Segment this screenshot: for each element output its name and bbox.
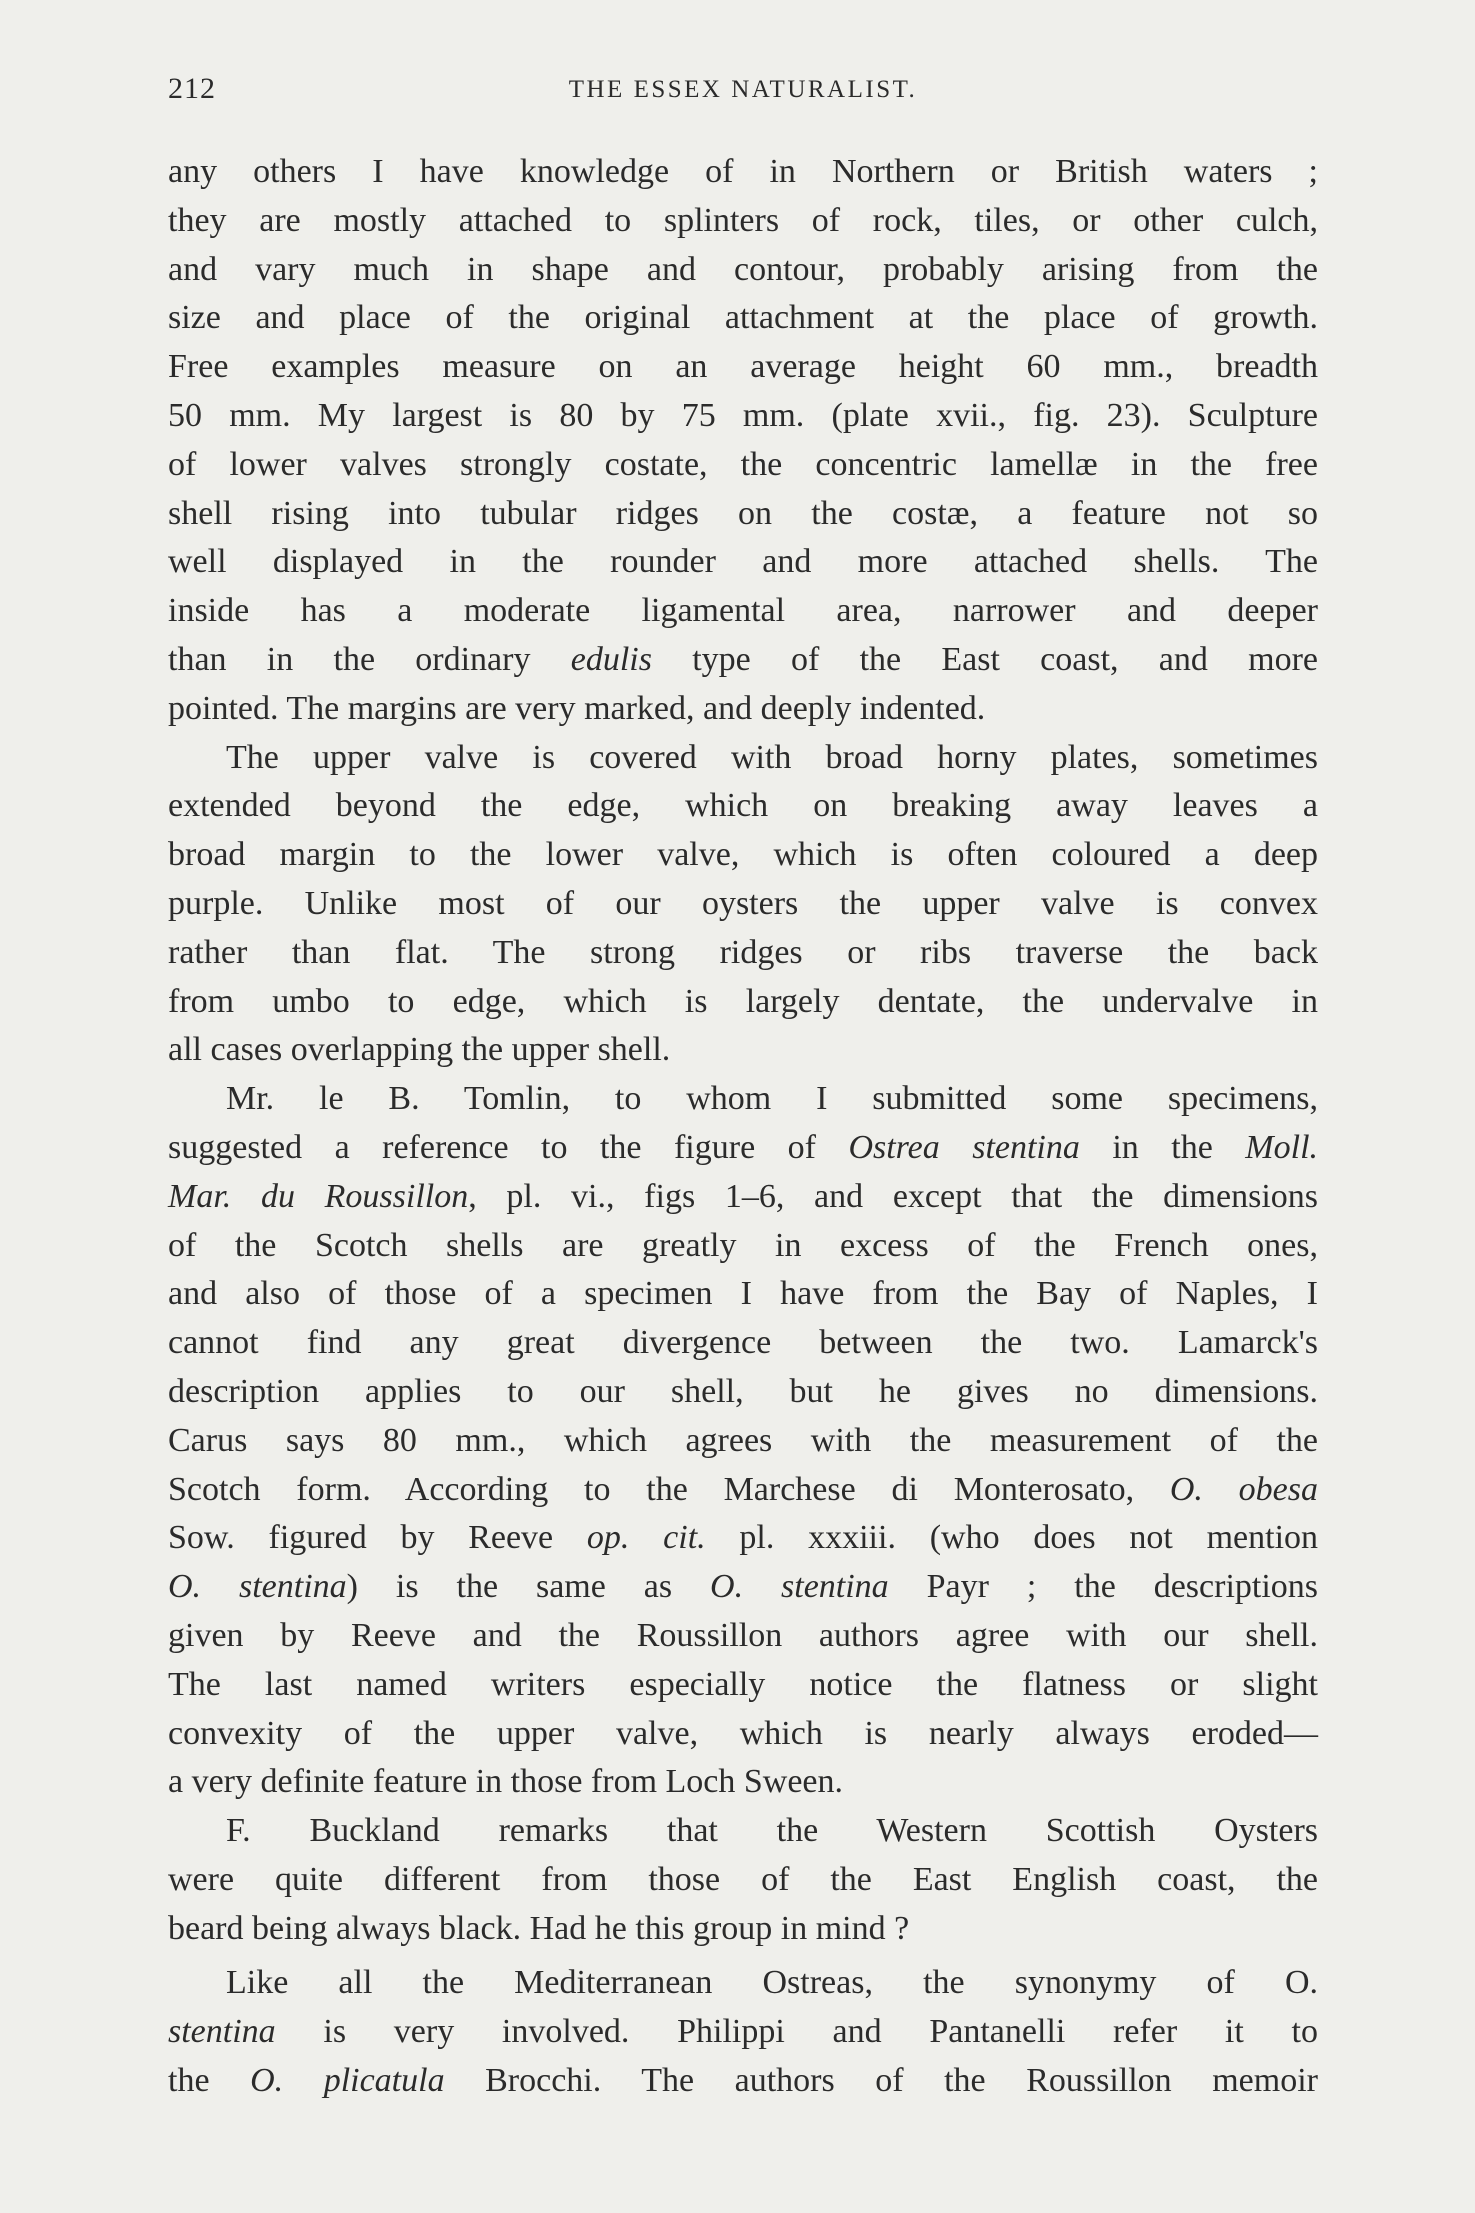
text-line bbox=[168, 1173, 1318, 1222]
text-line bbox=[168, 294, 1318, 343]
text-run: description applies to our shell, but he gives no dimensions. bbox=[168, 1372, 1318, 1410]
text-line bbox=[168, 1270, 1318, 1319]
text-line bbox=[168, 1222, 1318, 1271]
text-line bbox=[168, 1026, 1318, 1075]
text-line bbox=[168, 1466, 1318, 1515]
text-line bbox=[168, 197, 1318, 246]
text-line bbox=[168, 1417, 1318, 1466]
text-run: pl. xxxiii. (who does not mention bbox=[705, 1519, 1319, 1557]
text-run: of lower valves strongly costate, the concentric lamellæ in the free bbox=[168, 445, 1318, 483]
text-line bbox=[168, 1807, 1318, 1856]
text-run: inside has a moderate ligamental area, narrower and deeper bbox=[168, 592, 1318, 630]
body-text bbox=[168, 148, 1318, 2106]
italic-term: Ostrea stentina bbox=[848, 1128, 1080, 1166]
italic-term: edulis bbox=[570, 640, 652, 678]
text-run: a very definite feature in those from Loch Sween. bbox=[168, 1763, 844, 1801]
text-line bbox=[168, 1319, 1318, 1368]
text-run: given by Reeve and the Roussillon authors agree with our shell. bbox=[168, 1616, 1318, 1654]
text-run: type of the East coast, and more bbox=[651, 640, 1318, 678]
text-run: well displayed in the rounder and more attached shells. The bbox=[168, 543, 1318, 581]
text-run: broad margin to the lower valve, which is often coloured a deep bbox=[168, 836, 1318, 874]
text-run: F. Buckland remarks that the Western Scottish Oysters bbox=[226, 1812, 1318, 1850]
text-run: and vary much in shape and contour, probably arising from the bbox=[168, 250, 1318, 288]
text-line bbox=[168, 1710, 1318, 1759]
italic-term: stentina bbox=[168, 2013, 276, 2051]
text-line bbox=[168, 490, 1318, 539]
text-run: suggested a reference to the figure of bbox=[168, 1128, 849, 1166]
text-run: is very involved. Philippi and Pantanelli refer it to bbox=[275, 2013, 1318, 2051]
text-run: in the bbox=[1079, 1128, 1246, 1166]
text-line bbox=[168, 538, 1318, 587]
text-run: Free examples measure on an average height 60 mm., breadth bbox=[168, 348, 1318, 386]
running-head bbox=[168, 72, 1318, 118]
text-run: extended beyond the edge, which on breaking away leaves a bbox=[168, 787, 1318, 825]
text-line bbox=[168, 831, 1318, 880]
text-run: cannot find any great divergence between the two. Lamarck's bbox=[168, 1324, 1318, 1362]
text-line bbox=[168, 1758, 1318, 1807]
text-run: than in the ordinary bbox=[168, 640, 571, 678]
text-run: The upper valve is covered with broad horny plates, sometimes bbox=[226, 738, 1318, 776]
text-line bbox=[168, 392, 1318, 441]
text-line bbox=[168, 1124, 1318, 1173]
text-run: were quite different from those of the East English coast, the bbox=[168, 1860, 1318, 1898]
text-line bbox=[168, 2057, 1318, 2106]
text-line bbox=[168, 636, 1318, 685]
text-line bbox=[168, 685, 1318, 734]
text-line bbox=[168, 1514, 1318, 1563]
text-line bbox=[168, 880, 1318, 929]
text-run: Mr. le B. Tomlin, to whom I submitted some specimens, bbox=[226, 1080, 1318, 1118]
text-run: Payr ; the descriptions bbox=[888, 1568, 1319, 1606]
text-run: they are mostly attached to splinters of rock, tiles, or other culch, bbox=[168, 201, 1318, 239]
text-run: from umbo to edge, which is largely dentate, the undervalve in bbox=[168, 982, 1318, 1020]
text-line bbox=[168, 587, 1318, 636]
text-run: convexity of the upper valve, which is nearly always eroded— bbox=[168, 1714, 1318, 1752]
italic-term: Mar. du Roussillon bbox=[168, 1177, 469, 1215]
text-run: and also of those of a specimen I have from the Bay of Naples, I bbox=[168, 1275, 1318, 1313]
text-run: all cases overlapping the upper shell. bbox=[168, 1031, 671, 1069]
text-run: 50 mm. My largest is 80 by 75 mm. (plate xvii., fig. 23). Sculpture bbox=[168, 396, 1318, 434]
text-run: the bbox=[168, 2062, 251, 2100]
text-run: Carus says 80 mm., which agrees with the measurement of the bbox=[168, 1421, 1318, 1459]
text-run: ) is the same as bbox=[346, 1568, 711, 1606]
text-run: size and place of the original attachment at the place of growth. bbox=[168, 299, 1318, 337]
text-run: shell rising into tubular ridges on the costæ, a feature not so bbox=[168, 494, 1318, 532]
text-run: The last named writers especially notice the flatness or slight bbox=[168, 1665, 1318, 1703]
text-line bbox=[168, 978, 1318, 1027]
text-line bbox=[168, 1563, 1318, 1612]
text-run: beard being always black. Had he this group in mind ? bbox=[168, 1909, 910, 1947]
text-line bbox=[168, 246, 1318, 295]
italic-term: Moll. bbox=[1245, 1128, 1319, 1166]
text-run: , pl. vi., figs 1–6, and except that the dimensions bbox=[468, 1177, 1318, 1215]
text-line bbox=[168, 1661, 1318, 1710]
text-line bbox=[168, 734, 1318, 783]
text-line bbox=[168, 1959, 1318, 2008]
text-line bbox=[168, 148, 1318, 197]
text-run: pointed. The margins are very marked, and deeply indented. bbox=[168, 689, 986, 727]
italic-term: O. obesa bbox=[1169, 1470, 1318, 1508]
text-line bbox=[168, 441, 1318, 490]
text-run: Sow. figured by Reeve bbox=[168, 1519, 587, 1557]
text-line bbox=[168, 782, 1318, 831]
text-line bbox=[168, 1075, 1318, 1124]
text-run: Brocchi. The authors of the Roussillon memoir bbox=[444, 2062, 1318, 2100]
page-number: 212 bbox=[168, 72, 216, 105]
italic-term: O. stentina bbox=[168, 1568, 347, 1606]
text-line bbox=[168, 929, 1318, 978]
text-run: of the Scotch shells are greatly in excess of the French ones, bbox=[168, 1226, 1318, 1264]
text-line bbox=[168, 1368, 1318, 1417]
text-run: rather than flat. The strong ridges or ribs traverse the back bbox=[168, 933, 1318, 971]
text-run: Scotch form. According to the Marchese di Monterosato, bbox=[168, 1470, 1170, 1508]
text-line bbox=[168, 1905, 1318, 1954]
italic-term: O. plicatula bbox=[250, 2062, 445, 2100]
italic-term: op. cit. bbox=[586, 1519, 706, 1557]
text-run: Like all the Mediterranean Ostreas, the synonymy of O. bbox=[226, 1964, 1318, 2002]
journal-title: THE ESSEX NATURALIST. bbox=[568, 76, 918, 103]
text-line bbox=[168, 1856, 1318, 1905]
text-run: any others I have knowledge of in Northern or British waters ; bbox=[168, 153, 1318, 190]
text-line bbox=[168, 1612, 1318, 1661]
text-run: purple. Unlike most of our oysters the upper valve is convex bbox=[168, 884, 1318, 922]
text-line bbox=[168, 2008, 1318, 2057]
text-line bbox=[168, 343, 1318, 392]
italic-term: O. stentina bbox=[710, 1568, 889, 1606]
